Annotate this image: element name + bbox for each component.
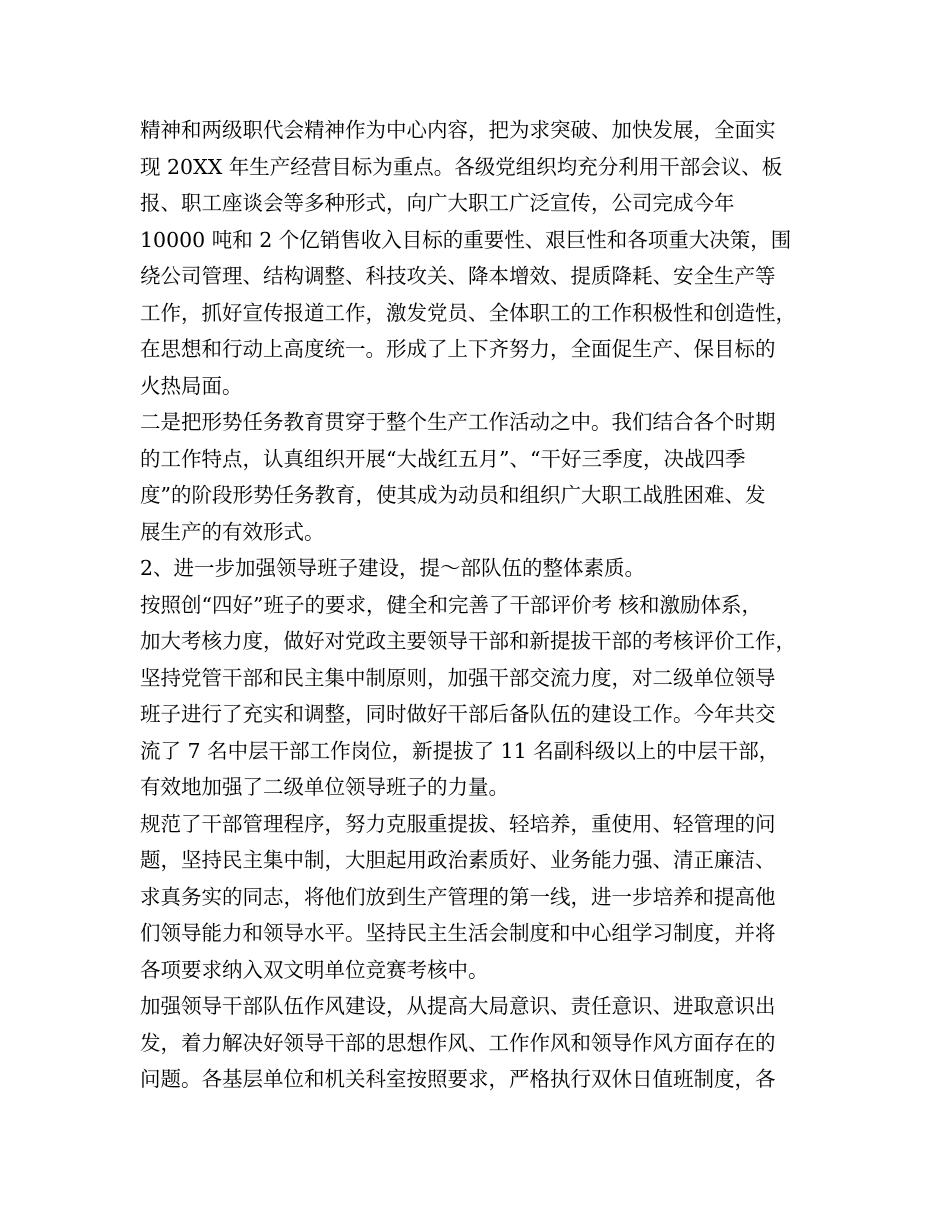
text-line: 加大考核力度，做好对党政主要领导干部和新提拔干部的考核评价工作， — [140, 629, 796, 653]
text-line: 有效地加强了二级单位领导班子的力量。 — [140, 775, 509, 799]
text-line: 发，着力解决好领导干部的思想作风、工作作风和领导作风方面存在的 — [140, 1030, 776, 1055]
text-line: 各项要求纳入双文明单位竞赛考核中。 — [140, 957, 489, 982]
text-line: 现 20XX 年生产经营目标为重点。各级党组织均充分利用干部会议、板 — [140, 154, 783, 179]
text-line: 度”的阶段形势任务教育，使其成为动员和组织广大职工战胜困难、发 — [140, 483, 766, 507]
text-line: 班子进行了充实和调整，同时做好干部后备队伍的建设工作。今年共交 — [140, 702, 776, 726]
text-line: 二是把形势任务教育贯穿于整个生产工作活动之中。我们结合各个时期 — [140, 410, 776, 434]
text-line: 规范了干部管理程序，努力克服重提拔、轻培养，重使用、轻管理的问 — [140, 811, 776, 836]
section-heading: 2、进一步加强领导班子建设，提～部队伍的整体素质。 — [140, 556, 646, 580]
text-line: 展生产的有效形式。 — [140, 519, 325, 544]
text-line: 坚持党管干部和民主集中制原则，加强干部交流力度，对二级单位领导 — [140, 665, 776, 690]
text-line: 加强领导干部队伍作风建设，从提高大局意识、责任意识、进取意识出 — [140, 994, 776, 1018]
text-line: 流了 7 名中层干部工作岗位，新提拔了 11 名副科级以上的中层干部， — [140, 738, 780, 763]
text-line: 按照创“四好”班子的要求，健全和完善了干部评价考 核和激励体系， — [140, 592, 762, 617]
text-line: 工作，抓好宣传报道工作，激发党员、全体职工的工作积极性和创造性， — [140, 300, 796, 325]
text-line: 精神和两级职代会精神作为中心内容，把为求突破、加快发展，全面实 — [140, 118, 776, 142]
text-line: 火热局面。 — [140, 373, 243, 398]
text-line: 题，坚持民主集中制，大胆起用政治素质好、业务能力强、清正廉洁、 — [140, 848, 776, 872]
text-line: 在思想和行动上高度统一。形成了上下齐努力，全面促生产、保目标的 — [140, 337, 776, 361]
text-line: 报、职工座谈会等多种形式，向广大职工广泛宣传，公司完成今年 — [140, 191, 735, 215]
text-line: 问题。各基层单位和机关科室按照要求，严格执行双休日值班制度，各 — [140, 1067, 776, 1091]
text-line: 绕公司管理、结构调整、科技攻关、降本增效、提质降耗、安全生产等 — [140, 264, 776, 288]
body-text — [140, 112, 840, 1098]
text-line: 10000 吨和 2 个亿销售收入目标的重要性、艰巨性和各项重大决策，围 — [140, 227, 792, 252]
text-line: 们领导能力和领导水平。坚持民主生活会制度和中心组学习制度，并将 — [140, 921, 776, 945]
text-line: 的工作特点，认真组织开展“大战红五月”、“干好三季度，决战四季 — [140, 446, 746, 471]
text-line: 求真务实的同志，将他们放到生产管理的第一线，进一步培养和提高他 — [140, 884, 776, 909]
